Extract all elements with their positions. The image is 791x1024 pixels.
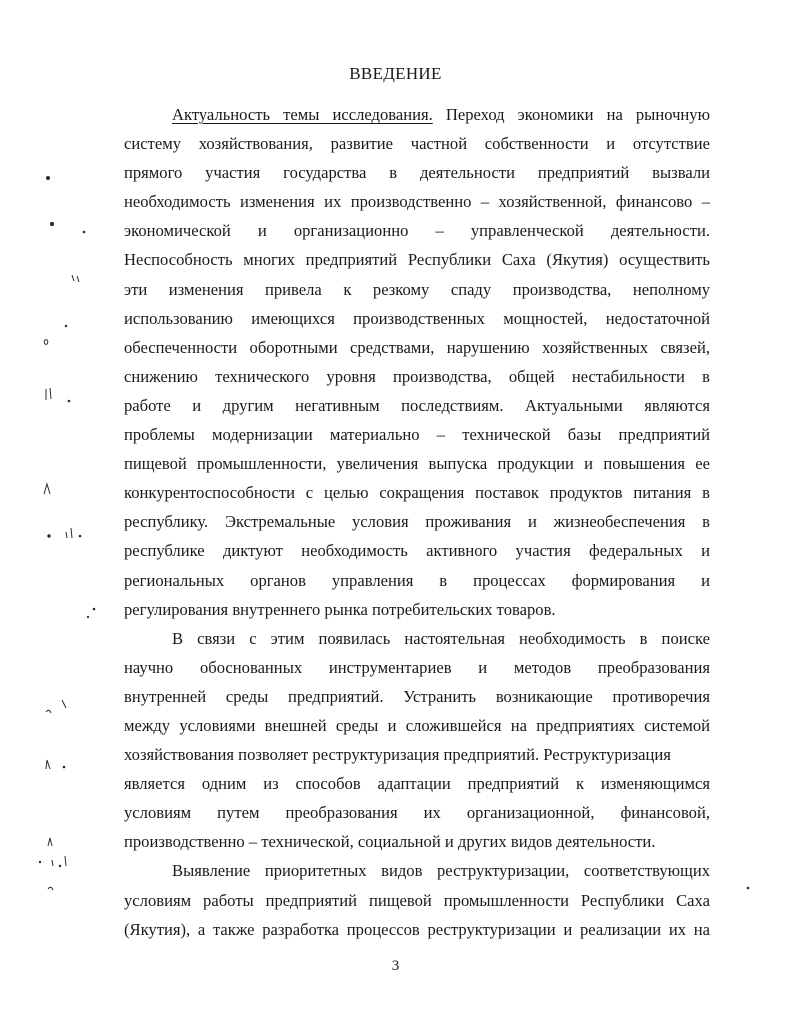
text-line: прямого участия государства в деятельности предприятий вызвали <box>124 163 710 183</box>
text-line: между условиями внешней среды и сложившейся на предприятиях системой <box>124 715 710 735</box>
text-line: (Якутия), а также разработка процессов реструктуризации и реализации их на <box>124 919 710 939</box>
text-line: систему хозяйствования, развитие частной собственности и отсутствие <box>124 134 710 154</box>
text-line: региональных органов управления в процессах формирования и <box>124 570 710 590</box>
text-line: работе и другим негативным последствиям. Актуальными являются <box>124 395 710 415</box>
text-line: условиям работы предприятий пищевой промышленности Республики Саха <box>124 890 710 910</box>
text-line: условиям путем преобразования их организационной, финансовой, <box>124 803 710 823</box>
text-line: хозяйствования позволяет реструктуризация предприятий. Реструктуризация <box>124 745 671 765</box>
text-line: республике диктуют необходимость активного участия федеральных и <box>124 541 710 561</box>
line-text: Переход экономики на рыночную <box>432 105 710 124</box>
text-line: научно обоснованных инструментариев и методов преобразования <box>124 657 710 677</box>
section-heading-inline: Актуальность темы исследования. <box>172 105 433 124</box>
page-number: 3 <box>391 958 400 974</box>
text-line <box>124 100 710 129</box>
text-line: эти изменения привела к резкому спаду производства, неполному <box>124 279 710 299</box>
text-line: использованию имеющихся производственных мощностей, недостаточной <box>124 308 710 328</box>
text-line: снижению технического уровня производства, общей нестабильности в <box>124 366 710 386</box>
text-line: Выявление приоритетных видов реструктуризации, соответствующих <box>172 861 710 881</box>
text-line: является одним из способов адаптации предприятий к изменяющимся <box>124 774 710 794</box>
text-line: производственно – технической, социальной и других видов деятельности. <box>124 832 656 852</box>
body-text <box>124 100 710 944</box>
text-line: пищевой промышленности, увеличения выпуска продукции и повышения ее <box>124 454 710 474</box>
text-line: экономической и организационно – управленческой деятельности. <box>124 221 710 241</box>
text-line: республику. Экстремальные условия проживания и жизнеобеспечения в <box>124 512 710 532</box>
text-line: необходимость изменения их производственно – хозяйственной, финансово – <box>124 192 710 212</box>
text-line: конкурентоспособности с целью сокращения поставок продуктов питания в <box>124 483 710 503</box>
text-line: Неспособность многих предприятий Республики Саха (Якутия) осуществить <box>124 250 710 270</box>
page-title: ВВЕДЕНИЕ <box>349 64 442 83</box>
text-line: обеспеченности оборотными средствами, нарушению хозяйственных связей, <box>124 337 710 357</box>
text-line: внутренней среды предприятий. Устранить возникающие противоречия <box>124 686 710 706</box>
text-line: В связи с этим появилась настоятельная необходимость в поиске <box>172 628 710 648</box>
text-line: регулирования внутреннего рынка потребительских товаров. <box>124 599 556 619</box>
text-line: проблемы модернизации материально – технической базы предприятий <box>124 425 710 445</box>
